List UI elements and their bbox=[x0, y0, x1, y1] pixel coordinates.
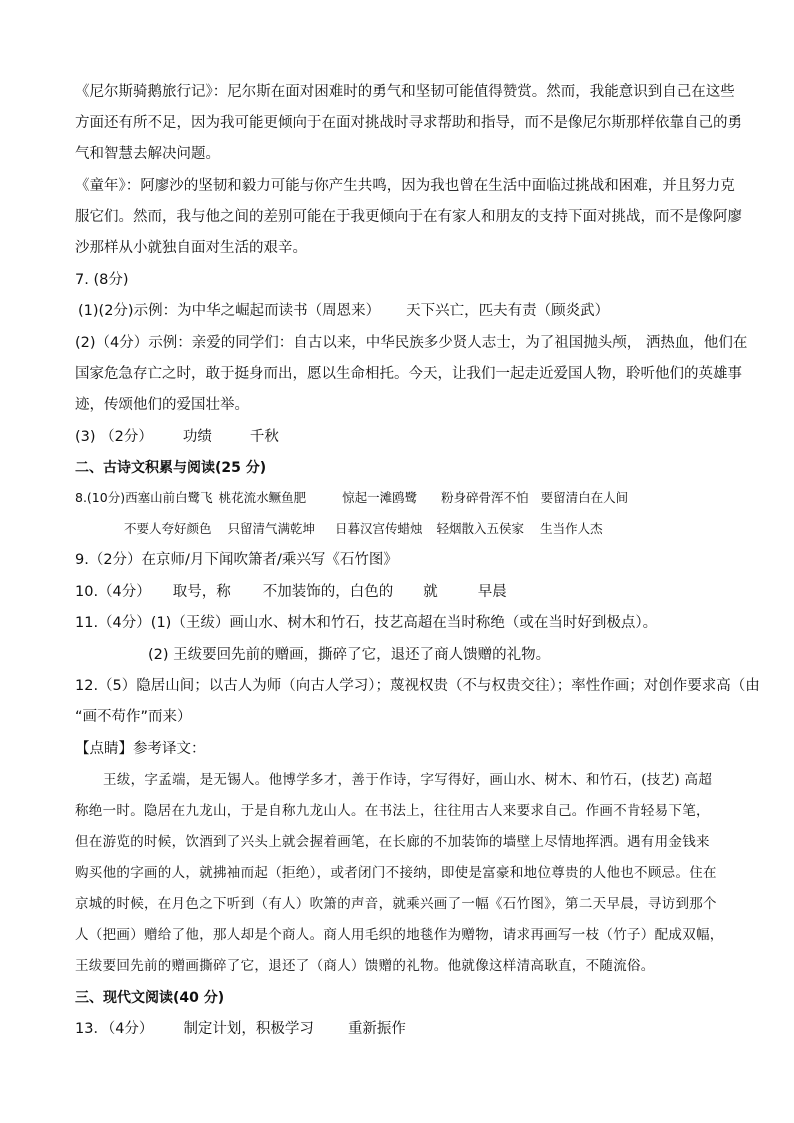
q13-answer-1: 制定计划，积极学习 bbox=[183, 1021, 314, 1037]
q13-label: 13．（4分） bbox=[75, 1021, 154, 1037]
translation-line-5: 京城的时候，在月色之下听到（有人）吹箫的声音，就乘兴画了一幅《石竹图》，第二天早晨，寻访到那个 bbox=[75, 896, 717, 912]
q8-answer: 生当作人杰 bbox=[540, 521, 603, 536]
q10-answer-2: 不加装饰的，白色的 bbox=[262, 584, 394, 600]
translation-line-1: 王绂，字孟端，是无锡人。他博学多才，善于作诗，字写得好，画山水、树木、和竹石，(技艺) 高超 bbox=[103, 772, 713, 788]
q12-line-2: “画不苟作”而来） bbox=[75, 709, 192, 725]
section-3-title: 三、现代文阅读(40 分) bbox=[75, 990, 225, 1006]
q8-row-2 bbox=[124, 519, 603, 539]
dianjing-label: 【点睛】参考译文： bbox=[75, 741, 206, 757]
q10 bbox=[75, 582, 507, 602]
q7-part1 bbox=[78, 301, 609, 321]
translation-line-6: 人（把画）赠给了他，那人却是个商人。商人用毛织的地毯作为赠物，请求再画写一枝（竹子）配成双幅， bbox=[75, 927, 724, 943]
q10-answer-4: 早晨 bbox=[477, 584, 507, 600]
review-nils-line-1: 《尼尔斯骑鹅旅行记》：尼尔斯在面对困难时的勇气和坚韧可能值得赞赏。然而，我能意识到自己在这些 bbox=[75, 84, 735, 100]
q10-label: 10.（4分） bbox=[75, 584, 151, 600]
q11-line-1: 11.（4分）(1)（王绂）画山水、树木和竹石，技艺高超在当时称绝（或在当时好到极点）。 bbox=[75, 615, 658, 631]
q7-heading: 7. (8分) bbox=[75, 272, 129, 288]
q8-answer: 日暮汉宫传蜡烛 bbox=[335, 521, 423, 536]
q7-part1-extra: 天下兴亡，匹夫有责（顾炎武） bbox=[406, 303, 610, 319]
q11-line-2: (2) 王绂要回先前的赠画，撕碎了它，退还了商人馈赠的礼物。 bbox=[148, 647, 551, 663]
q13 bbox=[75, 1019, 406, 1039]
q7-part1-answer: (1)(2分)示例：为中华之崛起而读书（周恩来） bbox=[78, 303, 381, 319]
q8-answer: 惊起一滩鸥鹭 bbox=[342, 490, 418, 505]
translation-line-2: 称绝一时。隐居在九龙山，于是自称九龙山人。在书法上，往往用古人来要求自己。作画不肯轻易下笔， bbox=[75, 803, 710, 819]
q8-row-1 bbox=[75, 488, 628, 508]
q8-answer: 不要人夸好颜色 bbox=[124, 521, 212, 536]
translation-line-7: 王绂要回先前的赠画撕碎了它，退还了（商人）馈赠的礼物。他就像这样清高耿直，不随流俗。 bbox=[75, 958, 655, 974]
q12-line-1: 12.（5）隐居山间；以古人为师（向古人学习）；蔑视权贵（不与权贵交往）；率性作画；对创作要求高（由 bbox=[75, 678, 760, 694]
q7-part3-answer-1: 功绩 bbox=[182, 429, 212, 445]
q7-part2-line-2: 国家危急存亡之时，敢于挺身而出，愿以生命相托。今天，让我们一起走近爱国人物，聆听他们的英雄事 bbox=[75, 366, 742, 382]
q8-answer: 桃花流水鳜鱼肥 bbox=[218, 490, 307, 505]
review-childhood-line-1: 《童年》：阿廖沙的坚韧和毅力可能与你产生共鸣，因为我也曾在生活中面临过挑战和困难，并且努力克 bbox=[75, 178, 735, 194]
translation-line-3: 但在游览的时候，饮酒到了兴头上就会握着画笔，在长廊的不加装饰的墙壁上尽情地挥洒。遇有用金钱来 bbox=[75, 834, 710, 850]
q8-answer: 粉身碎骨浑不怕 bbox=[441, 490, 529, 505]
translation-line-4: 购买他的字画的人，就拂袖而起（拒绝），或者闭门不接纳，即使是富豪和地位尊贵的人他也不顾忌。住在 bbox=[75, 865, 717, 881]
review-childhood-line-2: 服它们。然而，我与他之间的差别可能在于我更倾向于在有家人和朋友的支持下面对挑战，而不是像阿廖 bbox=[75, 209, 742, 225]
q10-answer-3: 就 bbox=[423, 584, 438, 600]
q7-part2-line-1: (2)（4分）示例：亲爱的同学们：自古以来，中华民族多少贤人志士，为了祖国抛头颅， 洒热血，他们在 bbox=[75, 335, 748, 351]
review-nils-line-2: 方面还有所不足，因为我可能更倾向于在面对挑战时寻求帮助和指导，而不是像尼尔斯那样依靠自己的勇 bbox=[75, 115, 742, 131]
q10-answer-1: 取号，称 bbox=[172, 584, 231, 600]
q8-answer: 只留清气满乾坤 bbox=[227, 521, 316, 536]
section-2-title: 二、古诗文积累与阅读(25 分) bbox=[75, 460, 267, 476]
review-nils-line-3: 气和智慧去解决问题。 bbox=[75, 146, 220, 162]
q9: 9.（2分）在京师/月下闻吹箫者/乘兴写《石竹图》 bbox=[75, 552, 398, 568]
review-childhood-line-3: 沙那样从小就独自面对生活的艰辛。 bbox=[75, 240, 307, 256]
q7-part2-line-3: 迹，传颂他们的爱国壮举。 bbox=[75, 397, 249, 413]
q7-part3-label: (3) （2分） bbox=[75, 429, 153, 445]
q7-part3 bbox=[75, 427, 279, 447]
q7-part3-answer-2: 千秋 bbox=[249, 429, 279, 445]
q8-label: 8.(10分)西塞山前白鹭飞 bbox=[75, 490, 213, 505]
q8-answer: 轻烟散入五侯家 bbox=[436, 521, 525, 536]
q8-answer: 要留清白在人间 bbox=[540, 490, 629, 505]
q13-answer-2: 重新振作 bbox=[347, 1021, 406, 1037]
